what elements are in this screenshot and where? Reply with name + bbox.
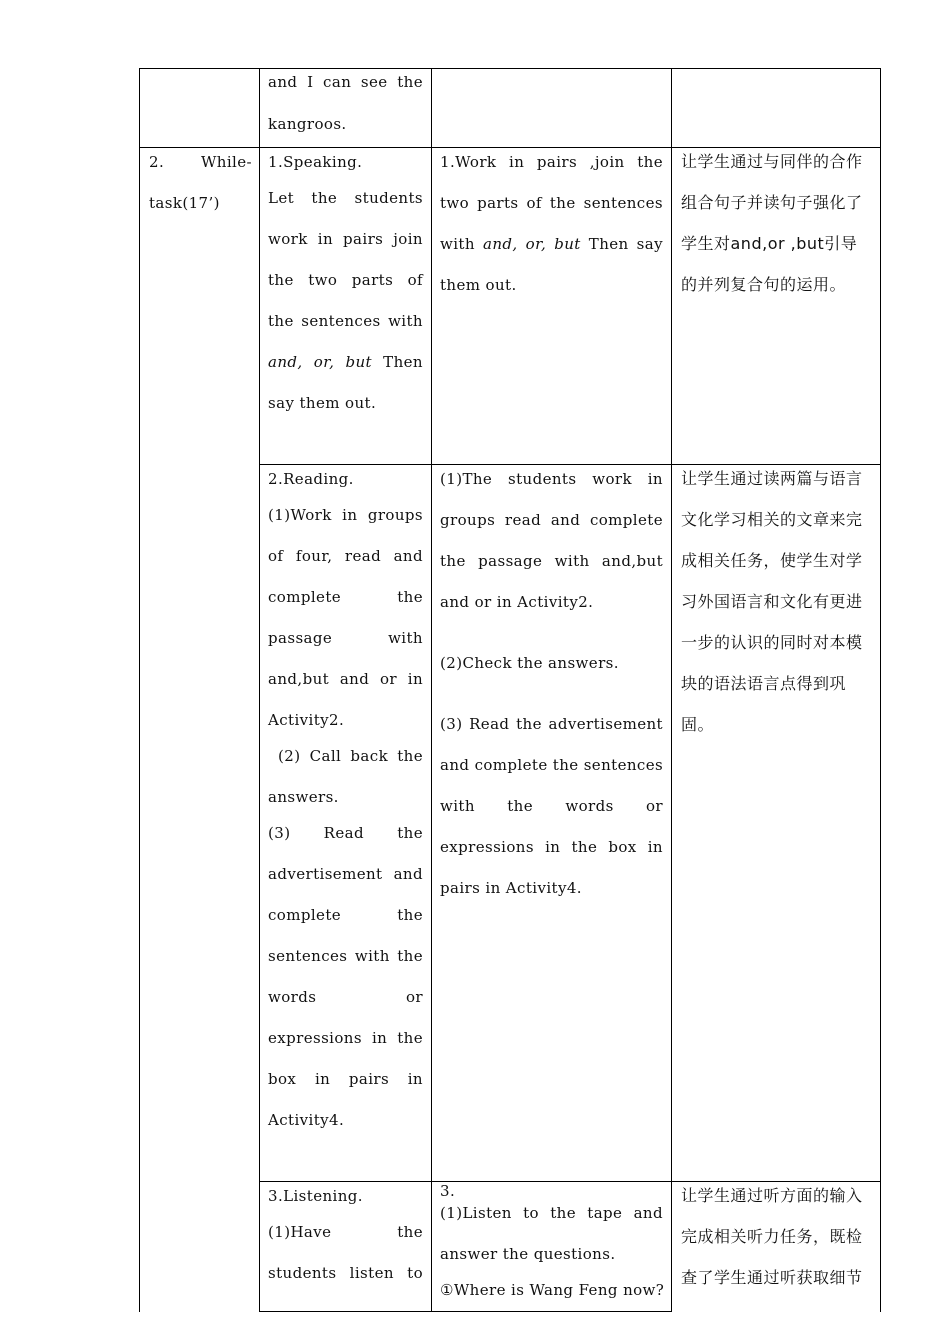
text-line: 固。 xyxy=(681,715,715,734)
stage-duration: task(17’) xyxy=(149,194,220,212)
text-line: and complete the sentences xyxy=(440,756,664,774)
text-line: and I can see the xyxy=(268,73,423,91)
text-line: kangroos. xyxy=(268,115,347,133)
text-line: complete the xyxy=(268,906,423,924)
text-line: advertisement and xyxy=(268,865,423,883)
text-line: box in pairs in xyxy=(268,1070,423,1088)
text-line: 让学生通过听方面的输入 xyxy=(681,1186,863,1205)
table-col-divider-1 xyxy=(259,68,260,1312)
table-row-divider-1 xyxy=(139,147,881,148)
reading-purpose-cell xyxy=(681,469,865,1169)
text-line: the two parts of xyxy=(268,271,423,289)
text-line: (1)Listen to the tape and xyxy=(440,1204,663,1222)
text-line: 习外国语言和文化有更进 xyxy=(681,592,863,611)
text-line: 1.Work in pairs ,join the xyxy=(440,153,663,171)
table-bottom-partial xyxy=(259,1311,672,1312)
speaking-purpose-cell xyxy=(681,152,865,452)
text-line: students listen to xyxy=(268,1264,423,1282)
text-line: 让学生通过与同伴的合作 xyxy=(681,152,863,171)
text-line: answers. xyxy=(268,788,339,806)
text-line: Activity2. xyxy=(268,711,345,729)
text-line: pairs in Activity4. xyxy=(440,879,582,897)
text-line: expressions in the xyxy=(268,1029,423,1047)
text-line: 一步的认识的同时对本模 xyxy=(681,633,863,652)
reading-student-cell xyxy=(440,469,663,1169)
listening-student-cell xyxy=(440,1181,663,1306)
text-line: (3) Read the xyxy=(268,824,423,842)
table-border-right xyxy=(880,68,881,1312)
text-line: sentences with the xyxy=(268,947,423,965)
text-line: and or in Activity2. xyxy=(440,593,594,611)
section-heading: 3.Listening. xyxy=(268,1187,363,1205)
text-line: two parts of the sentences xyxy=(440,194,663,212)
text-line: passage with xyxy=(268,629,423,647)
text-line: 的并列复合句的运用。 xyxy=(681,275,847,294)
text-line: 块的语法语言点得到巩 xyxy=(681,674,847,693)
table-col-divider-2 xyxy=(431,68,432,1312)
text-line-italic: and, or, but Then xyxy=(268,353,423,371)
text-line: Let the students xyxy=(268,189,423,207)
text-line: words or xyxy=(268,988,423,1006)
speaking-teacher-cell xyxy=(268,152,423,452)
text-line: (3) Read the advertisement xyxy=(440,715,663,733)
text-line-italic: with and, or, but Then say xyxy=(440,235,663,253)
text-line: 学生对and,or ,but引导 xyxy=(681,234,858,253)
table-col-divider-3 xyxy=(671,68,672,1312)
section-heading: 1.Speaking. xyxy=(268,153,363,171)
text-line: 成相关任务，使学生对学 xyxy=(681,551,863,570)
section-heading: 2.Reading. xyxy=(268,470,354,488)
text-line: Activity4. xyxy=(268,1111,345,1129)
stage-label-cell xyxy=(149,152,252,222)
text-line: (2) Call back the xyxy=(278,747,423,765)
text-line: expressions in the box in xyxy=(440,838,663,856)
top-row-content-cell xyxy=(268,72,423,142)
text-line: (1)Work in groups xyxy=(268,506,423,524)
text-line: 查了学生通过听获取细节 xyxy=(681,1268,863,1287)
table-row-divider-2 xyxy=(259,464,881,465)
text-line: and,but and or in xyxy=(268,670,423,688)
text-line: of four, read and xyxy=(268,547,423,565)
text-line: (1)Have the xyxy=(268,1223,423,1241)
table-border-top xyxy=(139,68,881,69)
text-line: complete the xyxy=(268,588,423,606)
speaking-student-cell xyxy=(440,152,663,452)
text-line: 完成相关听力任务，既检 xyxy=(681,1227,863,1246)
text-line: say them out. xyxy=(268,394,377,412)
text-line: (1)The students work in xyxy=(440,470,663,488)
text-line: 让学生通过读两篇与语言 xyxy=(681,469,863,488)
listening-purpose-cell xyxy=(681,1186,865,1306)
text-line: ①Where is Wang Feng now? xyxy=(440,1281,665,1299)
text-line: work in pairs join xyxy=(268,230,423,248)
text-line: 文化学习相关的文章来完 xyxy=(681,510,863,529)
text-line: them out. xyxy=(440,276,517,294)
text-line: the sentences with xyxy=(268,312,423,330)
text-line: 组合句子并读句子强化了 xyxy=(681,193,863,212)
stage-label: 2. While- xyxy=(149,153,252,171)
reading-teacher-cell xyxy=(268,469,423,1169)
text-line: 3. xyxy=(440,1182,456,1200)
text-line: the passage with and,but xyxy=(440,552,663,570)
table-border-left xyxy=(139,68,140,1312)
text-line: with the words or xyxy=(440,797,663,815)
listening-teacher-cell xyxy=(268,1186,423,1306)
text-line: (2)Check the answers. xyxy=(440,654,619,672)
text-line: groups read and complete xyxy=(440,511,663,529)
text-line: answer the questions. xyxy=(440,1245,616,1263)
